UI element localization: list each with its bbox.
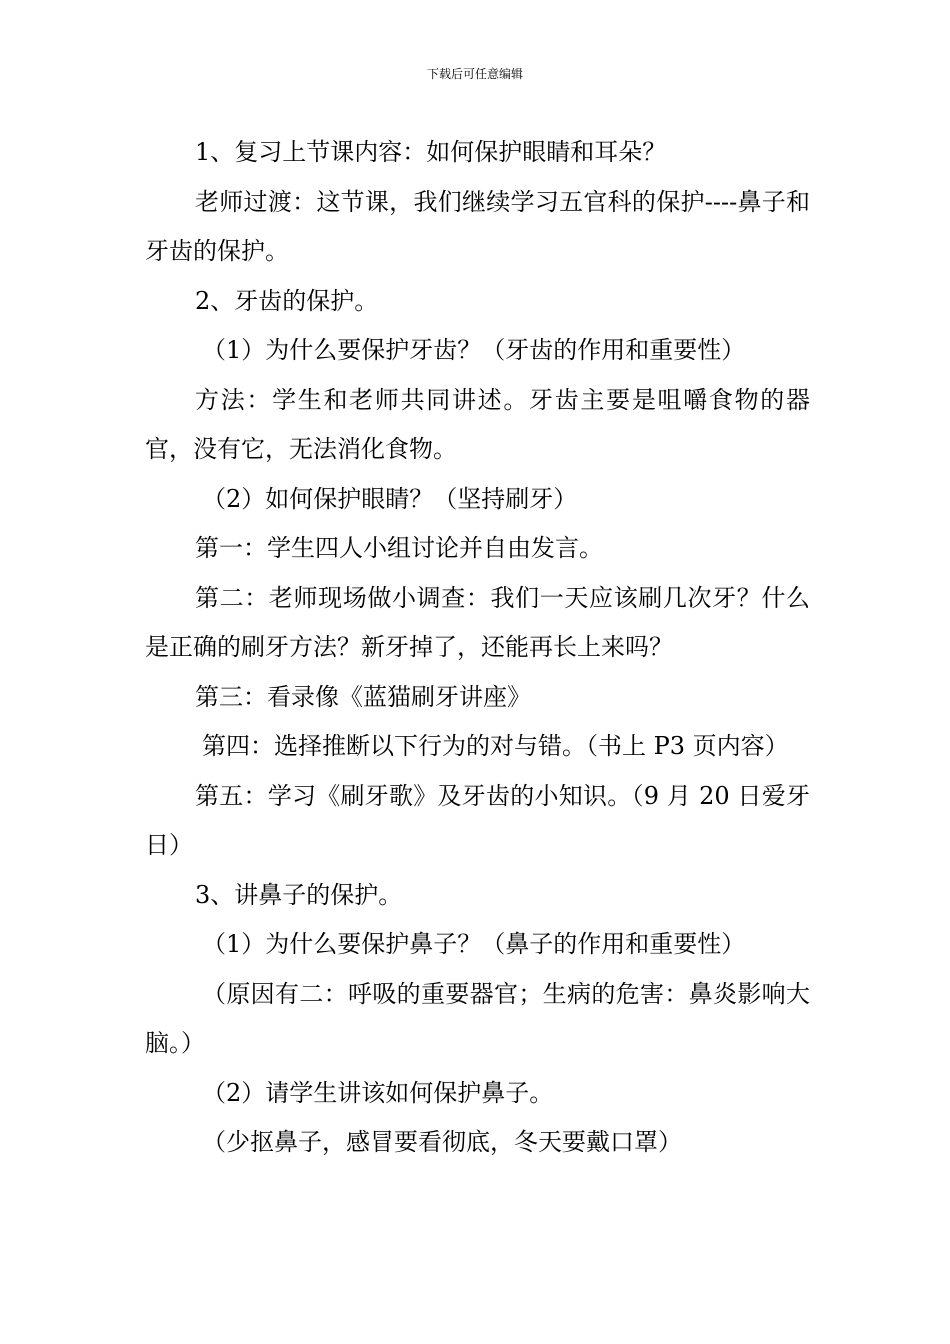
paragraph-review: 1、复习上节课内容：如何保护眼睛和耳朵？ bbox=[195, 138, 667, 166]
document-body bbox=[145, 128, 810, 1168]
paragraph-how-protect: （2）如何保护眼睛？（坚持刷牙） bbox=[202, 484, 578, 513]
paragraph-transition: 老师过渡：这节课，我们继续学习五官科的保护----鼻子和牙齿的保护。 bbox=[145, 187, 810, 265]
heading-nose-protection: 3、讲鼻子的保护。 bbox=[195, 880, 403, 909]
paragraph-why-protect-nose: （1）为什么要保护鼻子？（鼻子的作用和重要性） bbox=[202, 930, 746, 958]
paragraph-step-5: 第五：学习《刷牙歌》及牙齿的小知识。（9 月 20 日爱牙日） bbox=[145, 781, 810, 859]
page-header: 下载后可任意编辑 bbox=[426, 67, 523, 81]
paragraph-why-protect-teeth: （1）为什么要保护牙齿？（牙齿的作用和重要性） bbox=[202, 336, 746, 364]
paragraph-step-2: 第二：老师现场做小调查：我们一天应该刷几次牙？什么是正确的刷牙方法？新牙掉了，还能再长上来吗？ bbox=[145, 583, 810, 661]
paragraph-method: 方法：学生和老师共同讲述。牙齿主要是咀嚼食物的器官，没有它，无法消化食物。 bbox=[145, 385, 810, 463]
paragraph-step-4: 第四：选择推断以下行为的对与错。（书上 P3 页内容） bbox=[202, 732, 789, 760]
paragraph-nose-tips: （少抠鼻子，感冒要看彻底，冬天要戴口罩） bbox=[202, 1128, 682, 1156]
paragraph-step-1: 第一：学生四人小组讨论并自由发言。 bbox=[195, 534, 603, 562]
paragraph-reasons: （原因有二：呼吸的重要器官；生病的危害：鼻炎影响大脑。） bbox=[145, 979, 810, 1057]
paragraph-ask-students: （2）请学生讲该如何保护鼻子。 bbox=[202, 1078, 554, 1107]
heading-teeth-protection: 2、牙齿的保护。 bbox=[195, 286, 379, 315]
paragraph-step-3: 第三：看录像《蓝猫刷牙讲座》 bbox=[195, 682, 531, 711]
